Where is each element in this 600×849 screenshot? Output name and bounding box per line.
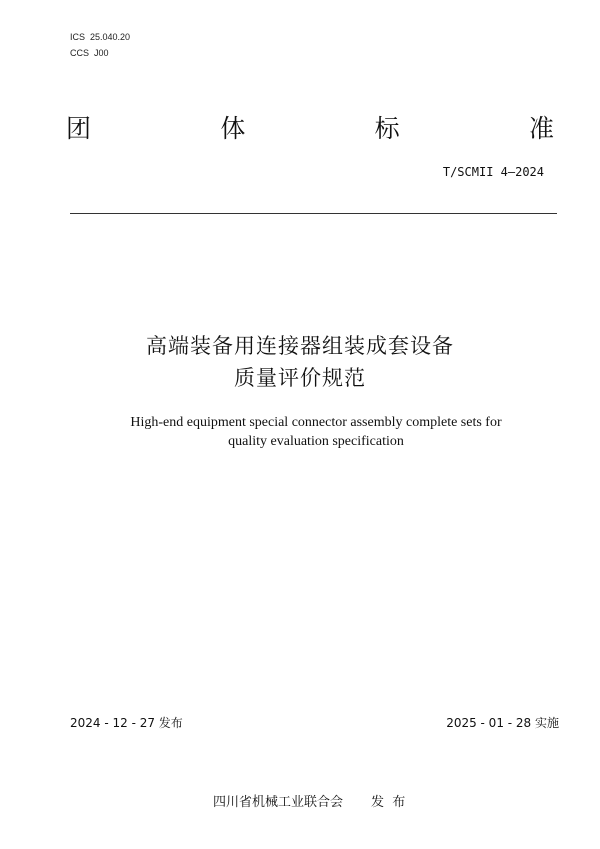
document-type-title [66, 114, 554, 144]
english-title-line-1: High-end equipment special connector assembly complete sets for [130, 415, 502, 430]
publisher-name: 四川省机械工业联合会 [212, 795, 343, 810]
chinese-title [0, 330, 600, 394]
classification-codes [70, 29, 130, 61]
chinese-title-line-1: 高端装备用连接器组装成套设备 [146, 334, 454, 358]
publisher-row [0, 776, 600, 812]
header-divider [70, 213, 557, 214]
publish-date: 2024 - 12 - 27 发布 [70, 716, 183, 730]
english-title-line-2: quality evaluation specification [228, 434, 404, 449]
date-row [70, 714, 559, 732]
standard-code: T/SCMII 4—2024 [442, 165, 544, 179]
english-title [0, 413, 600, 451]
chinese-title-line-2: 质量评价规范 [234, 366, 366, 390]
title-char-4: 准 [528, 114, 554, 143]
ccs-code: CCS J00 [70, 48, 109, 58]
publish-action: 发 布 [371, 795, 406, 810]
title-char-1: 团 [66, 114, 92, 143]
implement-date: 2025 - 01 - 28 实施 [446, 716, 559, 730]
ics-code: ICS 25.040.20 [70, 32, 131, 42]
title-char-2: 体 [220, 114, 246, 143]
title-char-3: 标 [374, 114, 400, 143]
